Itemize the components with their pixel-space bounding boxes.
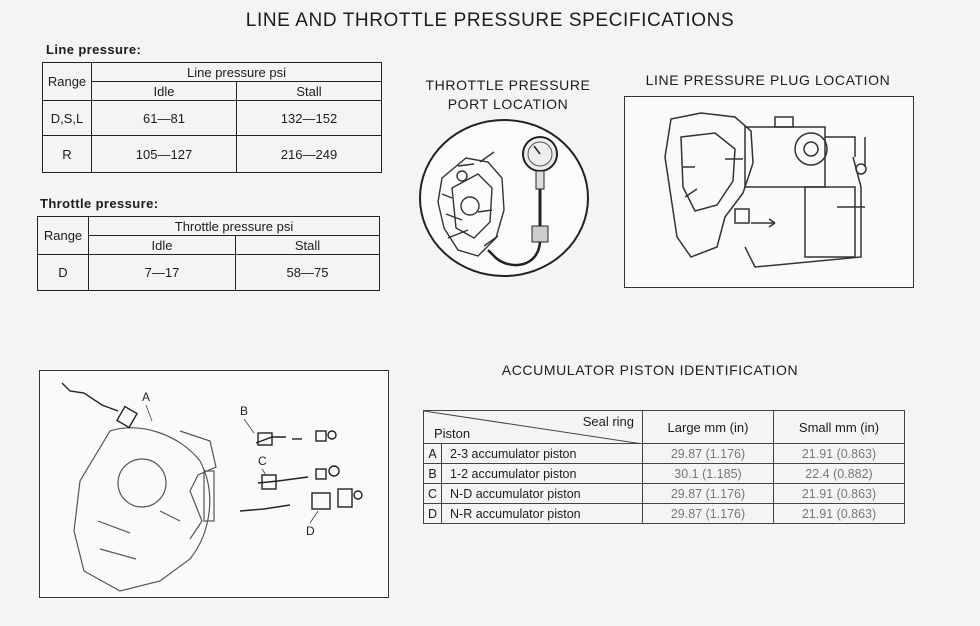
- large-value: 29.87 (1.176): [643, 484, 774, 504]
- idle-header: Idle: [92, 82, 237, 101]
- group-header: Throttle pressure psi: [89, 217, 380, 236]
- group-header: Line pressure psi: [92, 63, 382, 82]
- accumulator-table: [423, 410, 905, 524]
- large-value: 29.87 (1.176): [643, 444, 774, 464]
- seal-ring-header: Seal ring: [582, 414, 634, 429]
- table-row: [43, 136, 382, 173]
- line-pressure-table: [42, 62, 382, 173]
- piston-letter: D: [424, 504, 442, 524]
- table-row: [424, 484, 905, 504]
- stall-header: Stall: [237, 82, 382, 101]
- range-cell: R: [43, 136, 92, 173]
- page-title: LINE AND THROTTLE PRESSURE SPECIFICATIONS: [245, 10, 735, 31]
- piston-name: 2-3 accumulator piston: [442, 444, 643, 464]
- large-header: Large mm (in): [643, 411, 774, 444]
- piston-name: N-R accumulator piston: [442, 504, 643, 524]
- range-cell: D: [38, 255, 89, 291]
- idle-cell: 61—81: [92, 101, 237, 136]
- throttle-pressure-label: Throttle pressure:: [40, 196, 159, 211]
- idle-header: Idle: [89, 236, 236, 255]
- piston-letter: C: [424, 484, 442, 504]
- piston-name: 1-2 accumulator piston: [442, 464, 643, 484]
- table-row: [38, 255, 380, 291]
- small-value: 21.91 (0.863): [774, 484, 905, 504]
- transmission-illustration: [625, 97, 913, 287]
- small-value: 21.91 (0.863): [774, 444, 905, 464]
- accumulator-title: ACCUMULATOR PISTON IDENTIFICATION: [501, 362, 799, 378]
- piston-letter: B: [424, 464, 442, 484]
- stall-cell: 58—75: [236, 255, 380, 291]
- idle-cell: 7—17: [89, 255, 236, 291]
- throttle-port-illustration: [418, 118, 594, 280]
- range-header: Range: [43, 63, 92, 101]
- piston-letter: A: [424, 444, 442, 464]
- diagonal-header: [424, 411, 643, 444]
- small-header: Small mm (in): [774, 411, 905, 444]
- exploded-diagram: [40, 371, 388, 597]
- piston-name: N-D accumulator piston: [442, 484, 643, 504]
- table-row: [424, 504, 905, 524]
- line-pressure-label: Line pressure:: [46, 42, 142, 57]
- idle-cell: 105—127: [92, 136, 237, 173]
- small-value: 21.91 (0.863): [774, 504, 905, 524]
- accumulator-exploded-view: [39, 370, 389, 598]
- plug-location-figure: [624, 96, 914, 288]
- callout-d: D: [306, 524, 315, 538]
- stall-cell: 132—152: [237, 101, 382, 136]
- throttle-pressure-table: [37, 216, 380, 291]
- callout-b: B: [240, 404, 249, 418]
- table-row: [424, 444, 905, 464]
- stall-header: Stall: [236, 236, 380, 255]
- table-row: [424, 464, 905, 484]
- stall-cell: 216—249: [237, 136, 382, 173]
- large-value: 29.87 (1.176): [643, 504, 774, 524]
- piston-header: Piston: [434, 426, 471, 441]
- small-value: 22.4 (0.882): [774, 464, 905, 484]
- caption-line: PORT LOCATION: [447, 96, 569, 112]
- large-value: 30.1 (1.185): [643, 464, 774, 484]
- range-cell: D,S,L: [43, 101, 92, 136]
- throttle-port-caption: [418, 76, 598, 114]
- table-row: [43, 101, 382, 136]
- range-header: Range: [38, 217, 89, 255]
- plug-caption: LINE PRESSURE PLUG LOCATION: [645, 72, 891, 88]
- caption-line: THROTTLE PRESSURE: [425, 77, 591, 93]
- callout-c: C: [258, 454, 267, 468]
- callout-a: A: [142, 390, 151, 404]
